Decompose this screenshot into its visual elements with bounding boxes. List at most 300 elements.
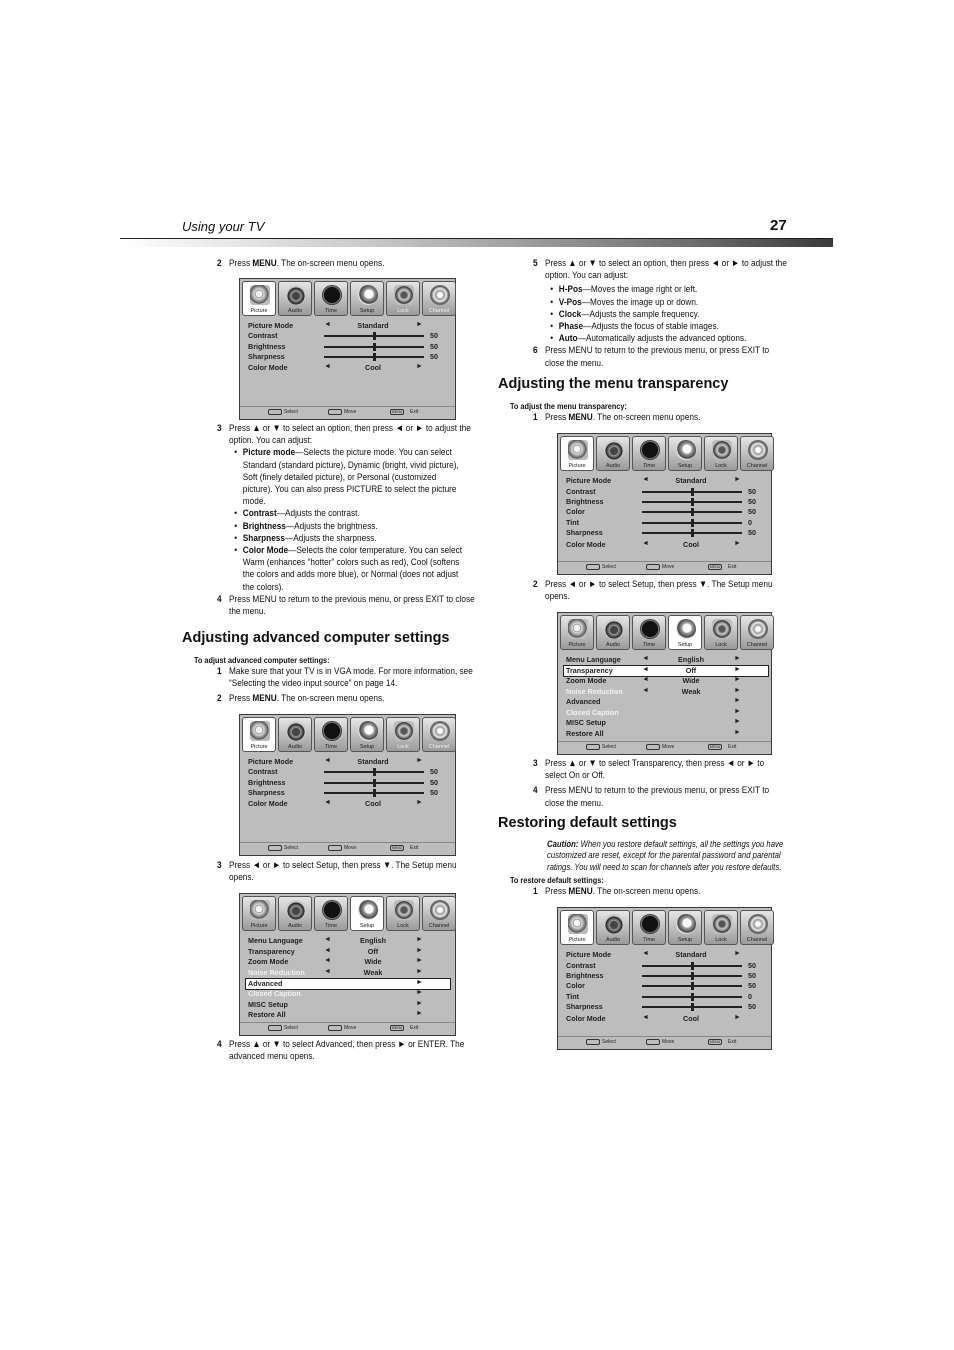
select-key-icon [586,1039,600,1045]
subheading-transparency: To adjust the menu transparency: [510,401,627,411]
move-key-icon [646,1039,660,1045]
audio-icon [604,440,624,460]
osd-row-value: Standard [675,950,707,959]
osd-row-label: Transparency [248,947,295,956]
right-arrow-icon: ► [734,476,741,483]
osd-slider-track[interactable] [642,996,742,998]
header-section-title: Using your TV [182,219,265,234]
osd-slider-track[interactable] [324,782,424,784]
osd-row-value: Standard [675,476,707,485]
osd-tab-lock[interactable] [704,436,738,471]
lock-icon [712,440,732,460]
time-icon [322,285,342,305]
osd-slider-track[interactable] [642,491,742,493]
osd-slider-value: 0 [748,518,752,527]
osd-footer-exit: Exit [410,1025,419,1031]
left-adv-steps-1-2: 1 Make sure that your TV is in VGA mode. For more information, see “Selecting the video input source” on page 14. 2 Press MENU. The on-screen menu opens. [217,666,473,705]
osd-tab-label: Audio [287,308,303,314]
list-item: • Picture mode—Selects the picture mode. You can select Standard (standard picture), Dynamic (bright, vivid picture), Soft (finely detailed picture), or Personal (customized picture). You can also press PICTURE to select the picture mode. [229,447,463,508]
osd-slider-knob[interactable] [373,343,376,351]
left-arrow-icon: ◄ [324,947,331,954]
picture-icon [250,900,270,920]
osd-footer [240,842,455,852]
osd-tab-label: Setup [677,937,693,943]
osd-slider-knob[interactable] [691,498,694,506]
right-arrow-icon: ► [416,989,423,996]
lock-icon [712,914,732,934]
osd-row-label: Brightness [248,778,286,787]
audio-icon [286,721,306,741]
osd-slider-value: 50 [748,487,756,496]
time-icon [322,721,342,741]
left-step-3: 3 Press ▲ or ▼ to select an option, then press ◄ or ► to adjust the option. You can adjust: • Picture mode—Selects the picture mode. You can select Standard (standard picture), Dynamic (bright, vivid picture), Soft (finely detailed picture), or Personal (customized picture). You can also press PICTURE to select the picture mode. • Contrast—Adjusts the contrast. • Brightness—Adjusts the brightness. • Sharpness—Adjusts the sharpness. • Color Mode—Selects the color temperature. You can select Warm (enhances “hotter” colors such as red), Cool (softens the colors and adds more blue), or Normal (does not adjust the colors). 4 Press MENU to return to the previous menu, or press EXIT to close the menu. [217,423,477,618]
osd-tab-channel[interactable] [740,910,774,945]
osd-slider-knob[interactable] [691,488,694,496]
left-arrow-icon: ◄ [642,476,649,483]
osd-tab-label: Lock [715,463,727,469]
osd-tab-label: Setup [359,744,375,750]
osd-slider-knob[interactable] [691,993,694,1001]
osd-footer-move: Move [344,1025,357,1031]
osd-footer-move: Move [662,564,675,570]
picture-icon [568,914,588,934]
osd-tab-audio[interactable] [596,910,630,945]
right-arrow-icon: ► [416,936,423,943]
osd-slider-track[interactable] [324,792,424,794]
channel-icon [748,914,768,934]
osd-row-value: Wide [682,676,700,685]
picture-icon [250,721,270,741]
menu-key-icon: MENU [709,745,721,749]
osd-picture-menu-2 [239,714,456,856]
left-arrow-icon: ◄ [324,968,331,975]
osd-tab-label: Lock [397,923,409,929]
osd-tab-setup[interactable] [668,436,702,471]
osd-row-value: Cool [365,363,381,372]
osd-tab-label: Audio [605,937,621,943]
left-arrow-icon: ◄ [642,687,649,694]
osd-slider-track[interactable] [642,532,742,534]
osd-row-label: Closed Caption [248,989,301,998]
osd-tab-picture[interactable] [242,896,276,931]
osd-footer-exit: Exit [728,1039,737,1045]
osd-row-value: Wide [364,957,382,966]
osd-tab-time[interactable] [314,717,348,752]
osd-row-label: Zoom Mode [248,957,289,966]
osd-picture-menu-1 [239,278,456,420]
select-key-icon [586,744,600,750]
osd-slider-track[interactable] [642,522,742,524]
osd-slider-track[interactable] [642,965,742,967]
right-tr-steps-3-4: 3 Press ▲ or ▼ to select Transparency, then press ◄ or ► to select On or Off. 4 Press MENU to return to the previous menu, or press EXIT to close the menu. [533,758,770,809]
osd-tab-picture[interactable] [242,281,276,316]
osd-tab-lock[interactable] [704,910,738,945]
osd-row-label: Menu Language [566,655,621,664]
osd-slider-value: 0 [748,992,752,1001]
osd-slider-track[interactable] [642,1006,742,1008]
right-arrow-icon: ► [734,540,741,547]
osd-row-label: Sharpness [248,352,285,361]
osd-slider-knob[interactable] [373,789,376,797]
osd-footer [558,561,771,571]
left-arrow-icon: ◄ [324,957,331,964]
picture-icon [568,619,588,639]
left-arrow-icon: ◄ [642,655,649,662]
osd-tab-time[interactable] [632,615,666,650]
osd-row-value: Weak [363,968,383,977]
osd-tab-picture[interactable] [560,615,594,650]
osd-tab-label: Setup [677,463,693,469]
osd-row-value: English [360,936,386,945]
osd-footer-select: Select [602,1039,616,1045]
osd-footer-move: Move [662,1039,675,1045]
osd-row-label: Restore All [248,1010,286,1019]
move-key-icon [328,1025,342,1031]
osd-slider-track[interactable] [642,501,742,503]
osd-tab-label: Lock [397,744,409,750]
osd-row-label: MISC Setup [566,718,606,727]
osd-footer-move: Move [344,409,357,415]
osd-tab-setup[interactable] [350,281,384,316]
list-item: • Phase—Adjusts the focus of stable images. [545,321,788,333]
osd-slider-value: 50 [430,342,438,351]
osd-tab-audio[interactable] [278,896,312,931]
osd-footer-exit: Exit [410,409,419,415]
osd-tab-channel[interactable] [740,615,774,650]
lock-icon [394,285,414,305]
right-arrow-icon: ► [734,697,741,704]
osd-slider-knob[interactable] [373,779,376,787]
right-arrow-icon: ► [416,799,423,806]
osd-slider-track[interactable] [642,511,742,513]
osd-row-label: Color Mode [566,540,606,549]
page-number: 27 [770,217,787,234]
osd-footer-select: Select [284,845,298,851]
osd-row-label: Picture Mode [566,476,612,485]
osd-tab-lock[interactable] [704,615,738,650]
osd-slider-knob[interactable] [691,972,694,980]
osd-tab-channel[interactable] [422,717,456,752]
osd-row-label: Brightness [248,342,286,351]
osd-row-label: Color Mode [248,799,288,808]
caution-note: Caution: When you restore default settings, all the settings you have customized are reset, except for the parental password and parental ratings. You will need to scan for channels after you restore defaults. [547,839,784,872]
picture-icon [250,285,270,305]
right-arrow-icon: ► [416,947,423,954]
osd-tab-picture[interactable] [560,910,594,945]
left-arrow-icon: ◄ [642,1014,649,1021]
osd-row-label: Advanced [566,697,601,706]
osd-tab-label: Time [642,463,656,469]
menu-key-icon: MENU [391,410,403,414]
right-arrow-icon: ► [734,1014,741,1021]
left-adv-step-4: 4 Press ▲ or ▼ to select Advanced, then press ► or ENTER. The advanced menu opens. [217,1039,465,1063]
header-rule [120,238,833,247]
right-arrow-icon: ► [416,968,423,975]
osd-tab-bar [242,281,456,316]
osd-tab-time[interactable] [632,910,666,945]
osd-tab-label: Setup [359,923,375,929]
osd-slider-value: 50 [430,331,438,340]
osd-tab-lock[interactable] [386,717,420,752]
select-key-icon [268,1025,282,1031]
osd-slider-knob[interactable] [691,982,694,990]
osd-footer [558,741,771,751]
osd-tab-label: Setup [677,642,693,648]
left-arrow-icon: ◄ [642,950,649,957]
osd-tab-audio[interactable] [278,717,312,752]
osd-tab-label: Audio [287,744,303,750]
osd-tab-label: Channel [746,642,768,648]
osd-tab-label: Time [642,642,656,648]
osd-row-value: Off [685,666,697,675]
osd-slider-value: 50 [430,788,438,797]
osd-row-label: Contrast [248,767,278,776]
osd-slider-value: 50 [748,961,756,970]
osd-row-label: Color [566,981,585,990]
osd-slider-value: 50 [430,352,438,361]
channel-icon [430,721,450,741]
osd-row-value: Cool [683,540,699,549]
advanced-options-list [545,284,788,345]
osd-tab-setup[interactable] [350,896,384,931]
osd-slider-knob[interactable] [691,508,694,516]
osd-slider-track[interactable] [324,346,424,348]
osd-row-label: Color Mode [248,363,288,372]
setup-icon [676,619,696,639]
channel-icon [430,900,450,920]
osd-picture-menu-full-1 [557,433,772,575]
osd-tab-channel[interactable] [422,281,456,316]
left-arrow-icon: ◄ [642,676,649,683]
select-key-icon [586,564,600,570]
osd-slider-knob[interactable] [691,529,694,537]
move-key-icon [328,845,342,851]
right-arrow-icon: ► [734,655,741,662]
osd-row-label: Sharpness [248,788,285,797]
right-arrow-icon: ► [416,363,423,370]
time-icon [640,619,660,639]
move-key-icon [646,564,660,570]
picture-options-list [229,447,463,593]
osd-row-label: Brightness [566,971,604,980]
audio-icon [286,285,306,305]
osd-row-label: Picture Mode [248,321,294,330]
right-tr-step-2: 2 Press ◄ or ► to select Setup, then press ▼. The Setup menu opens. [533,579,773,603]
osd-tab-label: Picture [250,923,268,929]
osd-row-label: Advanced [248,979,283,988]
osd-slider-track[interactable] [324,356,424,358]
osd-row-label: Noise Reduction [566,687,623,696]
osd-row-label: Menu Language [248,936,303,945]
menu-key-icon: MENU [709,565,721,569]
time-icon [640,440,660,460]
right-tr-step-1: 1 Press MENU. The on-screen menu opens. [533,412,701,423]
left-arrow-icon: ◄ [642,666,649,673]
right-arrow-icon: ► [416,1000,423,1007]
right-arrow-icon: ► [734,718,741,725]
osd-tab-label: Channel [428,744,450,750]
osd-tab-label: Setup [359,308,375,314]
right-arrow-icon: ► [416,321,423,328]
osd-tab-channel[interactable] [740,436,774,471]
left-arrow-icon: ◄ [324,321,331,328]
osd-tab-label: Channel [428,308,450,314]
osd-tab-label: Audio [287,923,303,929]
osd-slider-knob[interactable] [691,1003,694,1011]
time-icon [322,900,342,920]
select-key-icon [268,845,282,851]
osd-tab-label: Picture [568,937,586,943]
right-arrow-icon: ► [416,757,423,764]
osd-tab-lock[interactable] [386,896,420,931]
osd-tab-time[interactable] [632,436,666,471]
setup-icon [358,900,378,920]
osd-tab-bar [560,436,774,471]
osd-tab-channel[interactable] [422,896,456,931]
osd-slider-value: 50 [748,497,756,506]
osd-tab-label: Audio [605,642,621,648]
osd-slider-value: 50 [748,981,756,990]
osd-tab-label: Picture [250,308,268,314]
osd-row-label: Color Mode [566,1014,606,1023]
setup-icon [676,440,696,460]
osd-tab-audio[interactable] [278,281,312,316]
osd-tab-label: Picture [568,642,586,648]
osd-tab-label: Lock [715,937,727,943]
osd-footer-select: Select [602,744,616,750]
subheading-restore: To restore default settings: [510,875,604,885]
osd-tab-setup[interactable] [350,717,384,752]
osd-slider-knob[interactable] [373,332,376,340]
osd-tab-label: Channel [746,937,768,943]
channel-icon [430,285,450,305]
audio-icon [604,914,624,934]
setup-icon [358,285,378,305]
left-adv-step-3: 3 Press ◄ or ► to select Setup, then press ▼. The Setup menu opens. [217,860,457,884]
osd-slider-value: 50 [430,778,438,787]
osd-slider-value: 50 [430,767,438,776]
osd-tab-audio[interactable] [596,615,630,650]
setup-icon [358,721,378,741]
right-arrow-icon: ► [734,687,741,694]
select-key-icon [268,409,282,415]
osd-slider-track[interactable] [324,335,424,337]
osd-row-value: English [678,655,704,664]
audio-icon [286,900,306,920]
osd-row-label: Transparency [566,666,613,675]
osd-tab-label: Picture [568,463,586,469]
left-arrow-icon: ◄ [324,936,331,943]
osd-tab-lock[interactable] [386,281,420,316]
osd-footer-exit: Exit [410,845,419,851]
lock-icon [394,900,414,920]
right-arrow-icon: ► [734,708,741,715]
menu-key-icon: MENU [391,1026,403,1030]
osd-footer [240,406,455,416]
osd-row-label: Color [566,507,585,516]
osd-row-label: Contrast [566,487,596,496]
osd-picture-menu-full-2 [557,907,772,1050]
osd-slider-track[interactable] [324,771,424,773]
heading-menu-transparency: Adjusting the menu transparency [498,376,729,392]
osd-row-label: Sharpness [566,1002,603,1011]
osd-slider-knob[interactable] [373,768,376,776]
osd-tab-label: Time [324,923,338,929]
osd-footer-select: Select [284,409,298,415]
osd-row-label: Picture Mode [566,950,612,959]
osd-setup-menu-advanced [239,893,456,1036]
osd-footer-move: Move [662,744,675,750]
heading-advanced-settings: Adjusting advanced computer settings [182,630,450,646]
right-arrow-icon: ► [416,1010,423,1017]
right-arrow-icon: ► [734,666,741,673]
osd-tab-label: Channel [746,463,768,469]
osd-row-label: Contrast [248,331,278,340]
osd-tab-bar [242,896,456,931]
osd-footer [240,1022,455,1032]
osd-slider-knob[interactable] [373,353,376,361]
osd-footer-exit: Exit [728,744,737,750]
list-item: • V-Pos—Moves the image up or down. [545,297,788,309]
osd-slider-track[interactable] [642,975,742,977]
osd-row-label: Zoom Mode [566,676,607,685]
osd-row-label: MISC Setup [248,1000,288,1009]
osd-tab-audio[interactable] [596,436,630,471]
right-steps-5-6: 5 Press ▲ or ▼ to select an option, then press ◄ or ► to adjust the option. You can adjust: • H-Pos—Moves the image right or left. • V-Pos—Moves the image up or down. • Clock—Adjusts the sample frequency. • Phase—Adjusts the focus of stable images. • Auto—Automatically adjusts the advanced options. 6 Press MENU to return to the previous menu, or press EXIT to close the menu. [533,258,788,370]
osd-slider-track[interactable] [642,985,742,987]
osd-row-label: Restore All [566,729,604,738]
right-arrow-icon: ► [416,957,423,964]
audio-icon [604,619,624,639]
osd-tab-label: Picture [250,744,268,750]
channel-icon [748,440,768,460]
osd-slider-value: 50 [748,971,756,980]
osd-tab-setup[interactable] [668,910,702,945]
move-key-icon [328,409,342,415]
osd-tab-picture[interactable] [560,436,594,471]
osd-row-label: Tint [566,518,580,527]
list-item: • Color Mode—Selects the color temperature. You can select Warm (enhances “hotter” colors such as red), Cool (softens the colors and adds more blue), or Normal (does not adjust the colors). [229,545,463,594]
osd-row-label: Picture Mode [248,757,294,766]
osd-footer [558,1036,771,1046]
move-key-icon [646,744,660,750]
osd-tab-label: Channel [428,923,450,929]
list-item: • Brightness—Adjusts the brightness. [229,521,463,533]
channel-icon [748,619,768,639]
right-arrow-icon: ► [734,676,741,683]
setup-icon [676,914,696,934]
osd-row-value: Standard [357,757,389,766]
right-rs-step-1: 1 Press MENU. The on-screen menu opens. [533,886,701,897]
osd-row-value: Cool [683,1014,699,1023]
osd-tab-setup[interactable] [668,615,702,650]
osd-row-label: Brightness [566,497,604,506]
osd-footer-select: Select [284,1025,298,1031]
osd-tab-time[interactable] [314,281,348,316]
osd-row-value: Off [367,947,379,956]
left-arrow-icon: ◄ [324,363,331,370]
list-item: • Sharpness—Adjusts the sharpness. [229,533,463,545]
osd-tab-picture[interactable] [242,717,276,752]
osd-slider-knob[interactable] [691,962,694,970]
list-item: • Contrast—Adjusts the contrast. [229,508,463,520]
menu-key-icon: MENU [391,846,403,850]
osd-slider-knob[interactable] [691,519,694,527]
osd-slider-value: 50 [748,1002,756,1011]
osd-tab-time[interactable] [314,896,348,931]
lock-icon [394,721,414,741]
osd-row-label: Closed Caption [566,708,619,717]
